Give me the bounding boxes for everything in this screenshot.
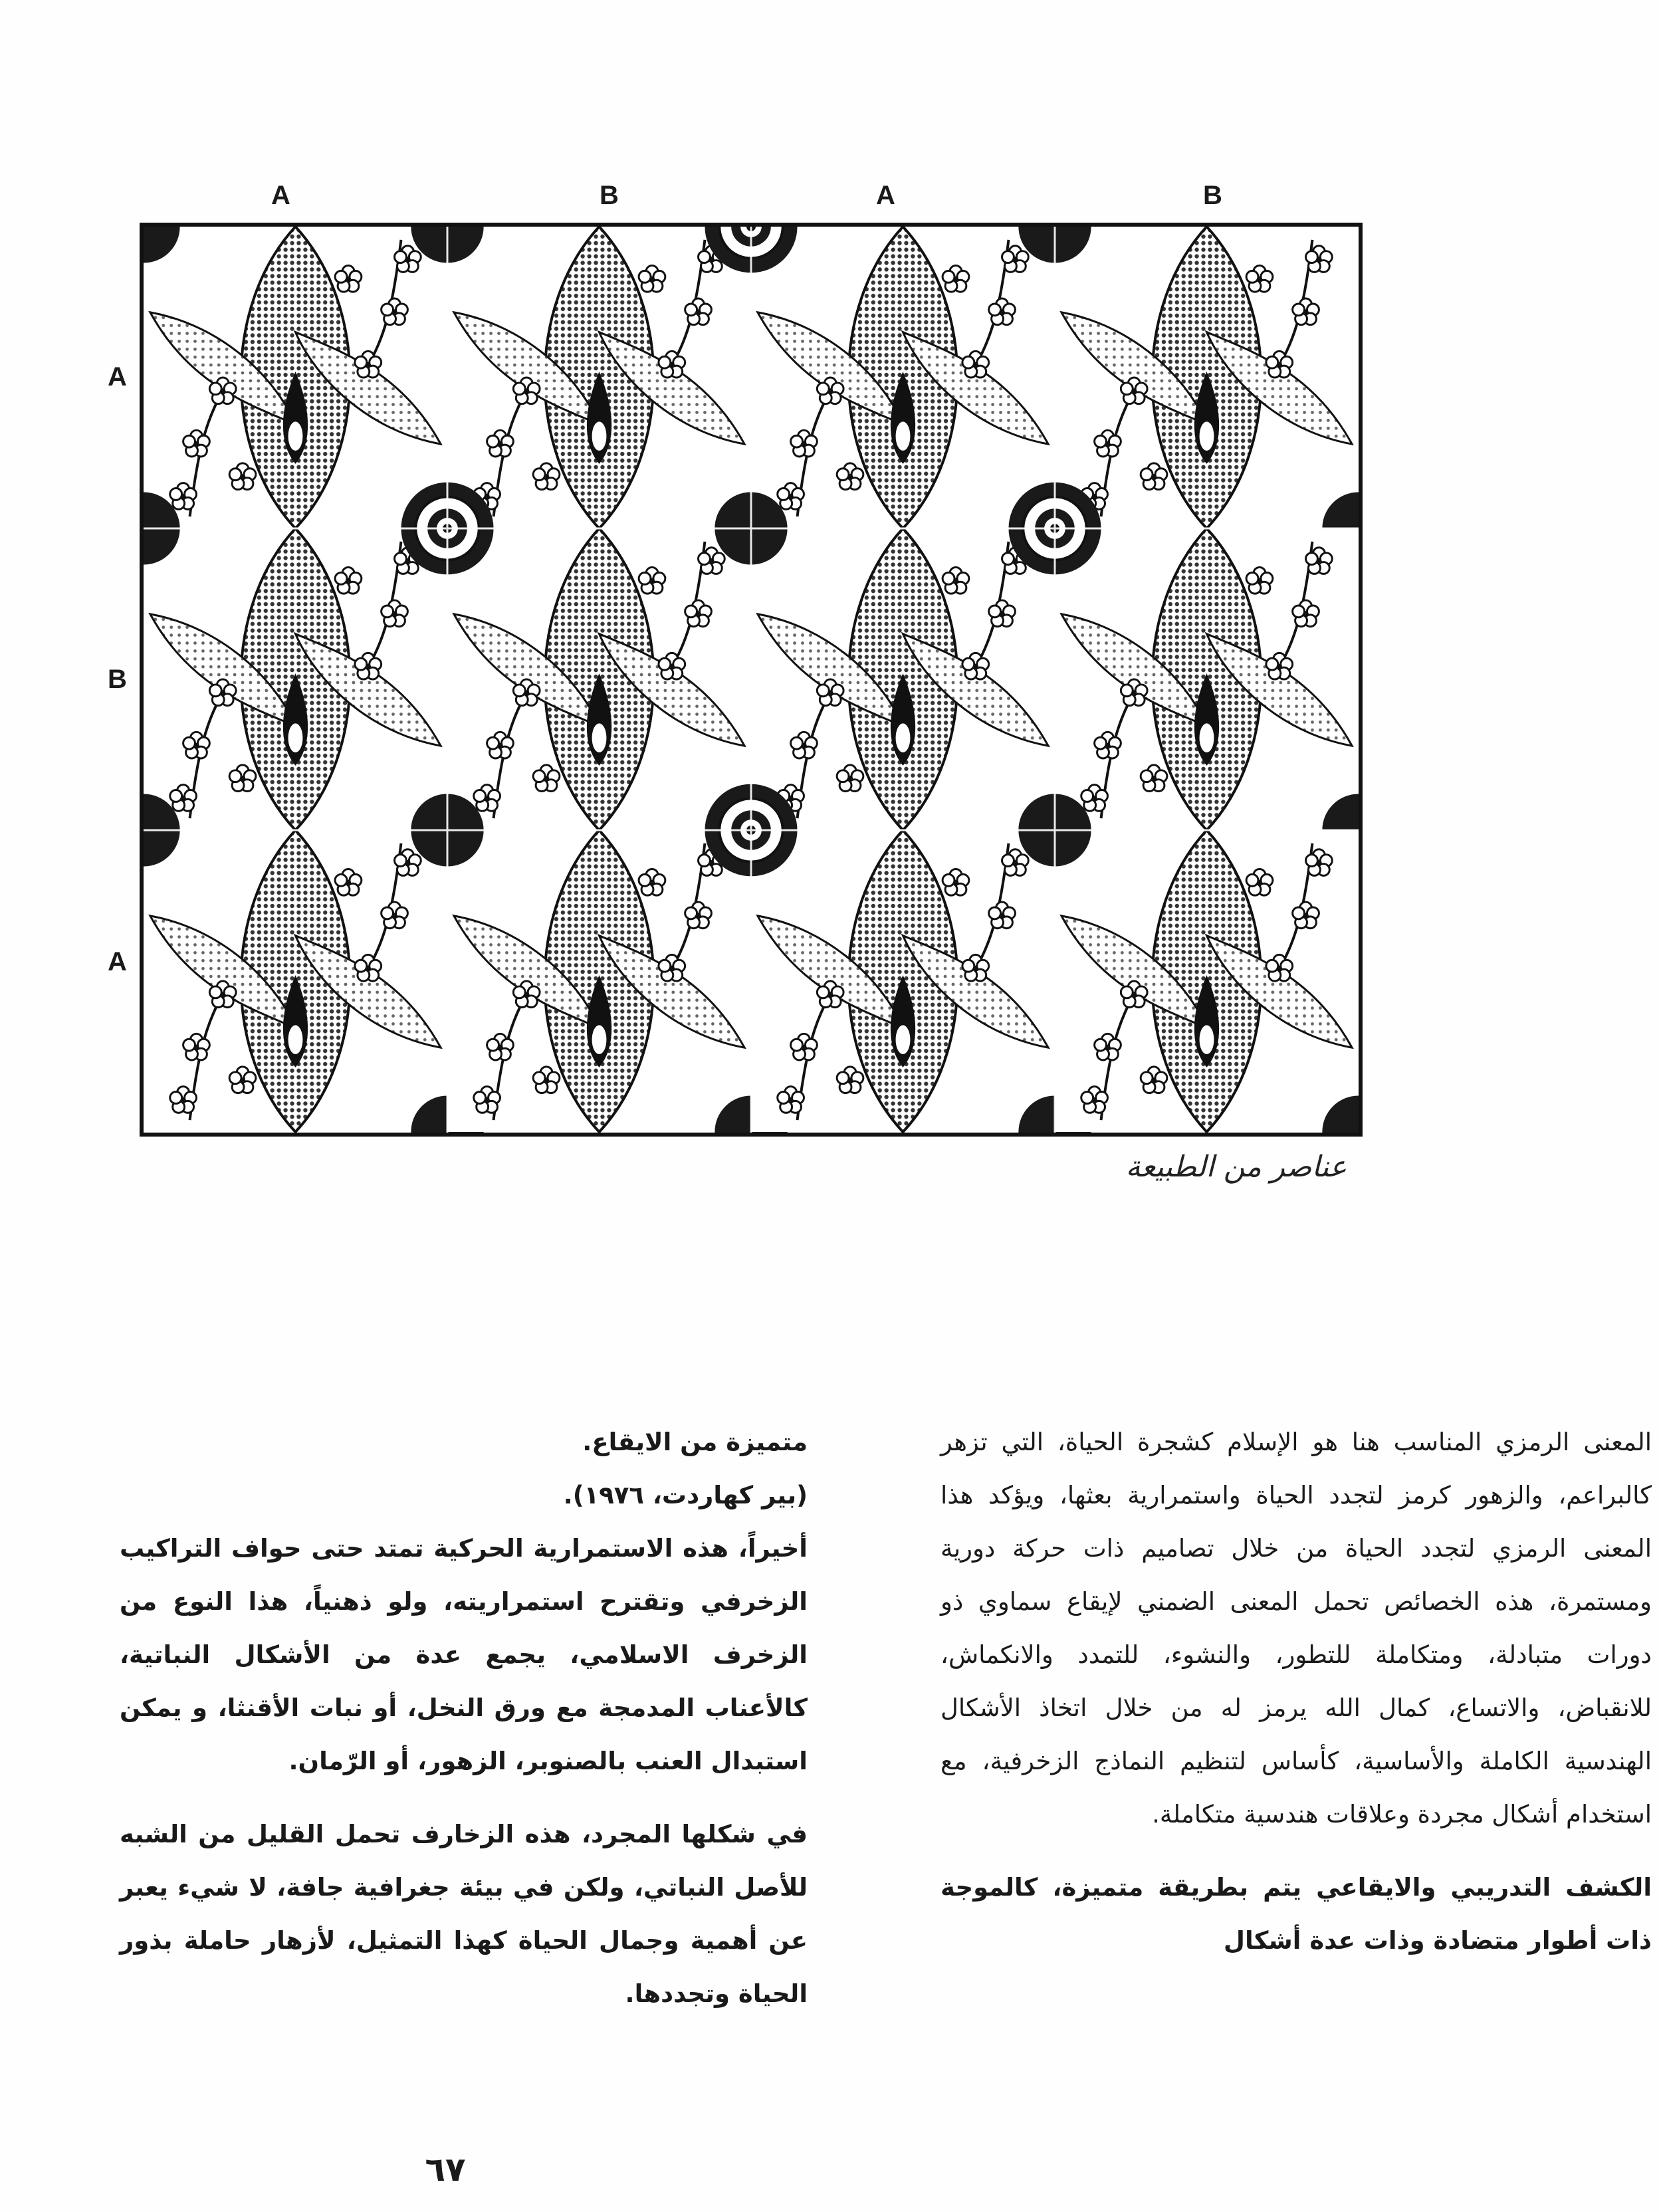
tile-pattern-illustration	[144, 227, 1359, 1133]
body-paragraph-bold: أخيراً، هذه الاستمرارية الحركية تمتد حتى حواف التراكيب الزخرفي وتقترح استمراريته، ولو ذهنياً، هذا النوع من الزخرف الاسلامي، يجمع عدة من الأشكال النباتية، كالأعناب المدمجة مع ورق النخل، أو نبات الأقنثا، و يمكن استبدال العنب بالصنوبر، الزهور، أو الرّمان.	[120, 1534, 808, 1775]
left-text-column	[120, 1416, 808, 2041]
figure-row-label: A	[108, 362, 127, 391]
figure-row-label: B	[108, 665, 127, 694]
figure-column-label: B	[1203, 181, 1222, 210]
figure-row-label: A	[108, 947, 127, 976]
figure-column-label: A	[271, 181, 290, 210]
figure-column-label: B	[600, 181, 619, 210]
citation: (بير كهاردت، ١٩٧٦).	[563, 1481, 808, 1509]
body-paragraph-bold: في شكلها المجرد، هذه الزخارف تحمل القليل من الشبه للأصل النباتي، ولكن في بيئة جغرافية جافة، لا شيء يعبر عن أهمية وجمال الحياة كهذا التمثيل، لأزهار حاملة بذور الحياة وتجددها.	[120, 1820, 808, 2008]
figure-caption: عناصر من الطبيعة	[1125, 1150, 1347, 1184]
right-text-column	[940, 1416, 1652, 1987]
page-number: ٦٧	[425, 2150, 466, 2189]
figure-column-label: A	[876, 181, 895, 210]
tile-pattern-figure	[140, 223, 1363, 1137]
body-paragraph-bold: الكشف التدريبي والايقاعي يتم بطريقة متميزة، كالموجة ذات أطوار متضادة وذات عدة أشكال	[940, 1873, 1652, 1955]
body-paragraph: المعنى الرمزي المناسب هنا هو الإسلام كشجرة الحياة، التي تزهر كالبراعم، والزهور كرمز لتجدد الحياة واستمرارية بعثها، ويؤكد هذا المعنى الرمزي لتجدد الحياة من خلال تصاميم ذات حركة دورية ومستمرة، هذه الخصائص تحمل المعنى الضمني لإيقاع سماوي ذو دورات متبادلة، ومتكاملة للتطور، والنشوء، للتمدد والانكماش، للانقباض، والاتساع، كمال الله يرمز له من خلال اتخاذ الأشكال الهندسية الكاملة والأساسية، كأساس لتنظيم النماذج الزخرفية، مع استخدام أشكال مجردة وعلاقات هندسية متكاملة.	[940, 1428, 1652, 1828]
body-paragraph-bold: متميزة من الايقاع.	[582, 1428, 808, 1456]
